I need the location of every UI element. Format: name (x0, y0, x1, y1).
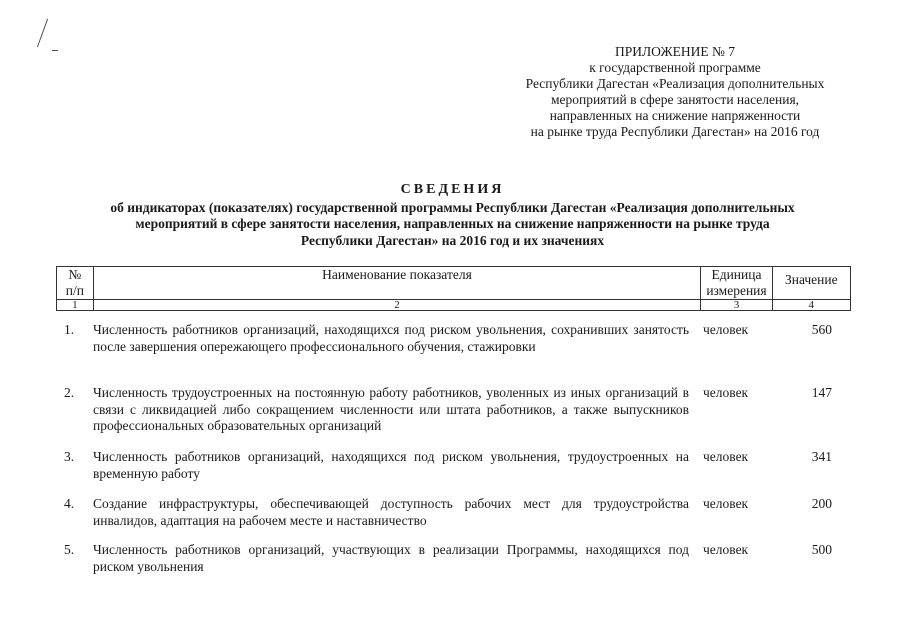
document-subtitle-line: мероприятий в сфере занятости населения, направленных на снижение напряженности на рынке труда (135, 216, 770, 231)
appendix-line: ПРИЛОЖЕНИЕ № 7 (614, 44, 736, 59)
row-unit: человек (703, 385, 749, 400)
row-number: 5. (64, 542, 75, 557)
header-number-line2: п/п (65, 283, 84, 298)
row-unit: человек (703, 449, 749, 464)
appendix-line: направленных на снижение напряженности (549, 108, 801, 123)
row-unit: человек (703, 542, 749, 557)
header-value: Значение (772, 267, 850, 300)
document-heading (30, 182, 875, 249)
column-number-row (57, 300, 851, 311)
header-number (57, 267, 94, 300)
row-number: 4. (64, 496, 75, 511)
scan-mark (52, 50, 58, 51)
row-indicator-name: Численность работников организаций, находящихся под риском увольнения, трудоустроенных на временную работу (93, 449, 689, 481)
row-value: 341 (811, 449, 832, 464)
row-unit: человек (703, 322, 749, 337)
column-number: 4 (772, 300, 850, 311)
document-title: СВЕДЕНИЯ (400, 182, 505, 197)
scan-mark (37, 19, 48, 48)
row-value: 147 (811, 385, 832, 400)
row-number: 2. (64, 385, 75, 400)
appendix-line: к государственной программе (589, 60, 761, 75)
header-unit (701, 267, 772, 300)
header-unit-line1: Единица (711, 267, 762, 282)
document-subtitle-line: об индикаторах (показателях) государственной программы Республики Дагестан «Реализация дополнительных (110, 199, 795, 215)
column-number: 3 (701, 300, 772, 311)
header-name: Наименование показателя (93, 267, 701, 300)
appendix-line: мероприятий в сфере занятости населения, (550, 92, 800, 107)
row-value: 200 (811, 496, 832, 511)
row-indicator-name: Численность работников организаций, находящихся под риском увольнения, сохранивших занятость после завершения опережающего профессионального обучения, стажировки (93, 322, 689, 354)
appendix-line: Республики Дагестан «Реализация дополнительных (525, 76, 825, 91)
row-number: 3. (64, 449, 75, 464)
row-indicator-name: Численность работников организаций, участвующих в реализации Программы, находящихся под риском увольнения (93, 542, 689, 574)
table-header-row (57, 267, 851, 300)
column-number: 1 (57, 300, 94, 311)
header-unit-line2: измерения (706, 283, 767, 298)
indicators-table-header (56, 266, 851, 311)
row-value: 560 (811, 322, 832, 337)
appendix-line: на рынке труда Республики Дагестан» на 2016 год (530, 124, 820, 139)
column-number: 2 (93, 300, 701, 311)
document-subtitle-line: Республики Дагестан» на 2016 год и их значениях (300, 232, 605, 248)
row-value: 500 (811, 542, 832, 557)
header-number-line1: № (68, 267, 82, 282)
row-indicator-name: Численность трудоустроенных на постоянную работу работников, уволенных из иных организаций в связи с ликвидацией либо сокращением численности или штата работников, а также выпускников профессиональных образовательных организаций (93, 385, 689, 433)
row-unit: человек (703, 496, 749, 511)
row-number: 1. (64, 322, 75, 337)
appendix-block (470, 44, 880, 140)
row-indicator-name: Создание инфраструктуры, обеспечивающей доступность рабочих мест для трудоустройства инвалидов, адаптация на рабочем месте и наставничество (93, 496, 689, 528)
